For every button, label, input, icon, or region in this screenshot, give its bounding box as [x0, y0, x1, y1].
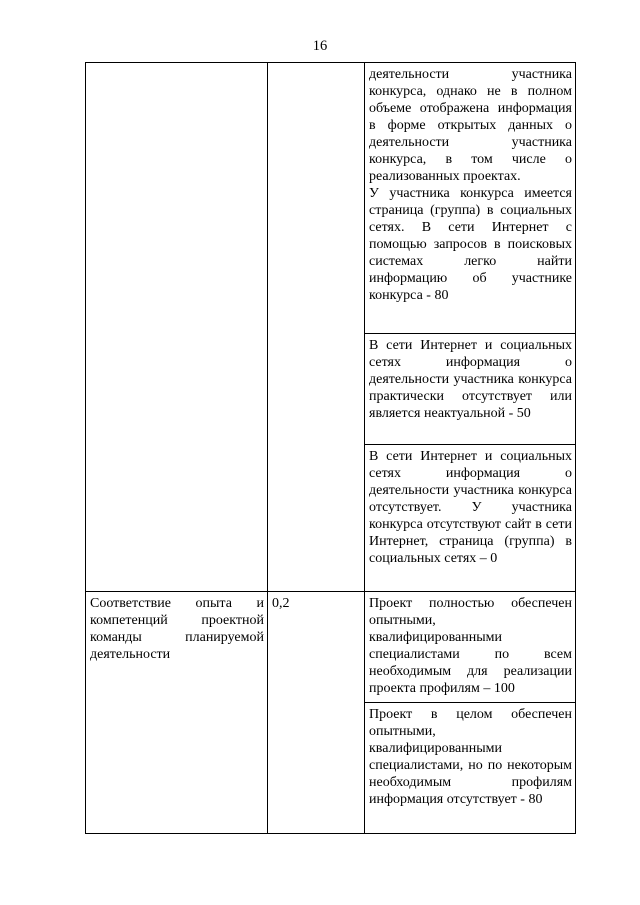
criteria-table [85, 62, 576, 834]
page-number: 16 [312, 38, 328, 54]
score-description-cell [365, 703, 576, 834]
score-description-cell [365, 592, 576, 703]
criterion-cell [86, 592, 268, 834]
weight-text: 0,2 [272, 596, 290, 611]
weight-cell [268, 592, 365, 834]
score-description-cell [365, 334, 576, 445]
weight-cell [268, 63, 365, 592]
score-description-paragraph: В сети Интернет и социальных сетях информация о деятельности участника конкурса практически отсутствует или является неактуальной - 50 [369, 338, 572, 421]
score-description-cell [365, 63, 576, 334]
table-row [86, 63, 576, 334]
score-description-paragraph: Проект в целом обеспечен опытными, квалифицированными специалистами, но по некоторым необходимым профилям информация отсутствует - 80 [369, 707, 572, 807]
table-row [86, 592, 576, 703]
criterion-cell [86, 63, 268, 592]
score-description-paragraph: У участника конкурса имеется страница (группа) в социальных сетях. В сети Интернет с помощью запросов в поисковых системах легко найти информацию об участнике конкурса - 80 [369, 186, 572, 303]
score-description-paragraph: деятельности участника конкурса, однако не в полном объеме отображена информация в форме открытых данных о деятельности участника конкурса, в том числе о реализованных проектах. [369, 67, 572, 184]
criterion-text: Соответствие опыта и компетенций проектной команды планируемой деятельности [90, 596, 264, 662]
score-description-paragraph: В сети Интернет и социальных сетях информация о деятельности участника конкурса отсутствует. У участника конкурса отсутствуют сайт в сети Интернет, страница (группа) в социальных сетях – 0 [369, 449, 572, 566]
score-description-paragraph: Проект полностью обеспечен опытными, квалифицированными специалистами по всем необходимым для реализации проекта профилям – 100 [369, 596, 572, 696]
score-description-cell [365, 445, 576, 592]
